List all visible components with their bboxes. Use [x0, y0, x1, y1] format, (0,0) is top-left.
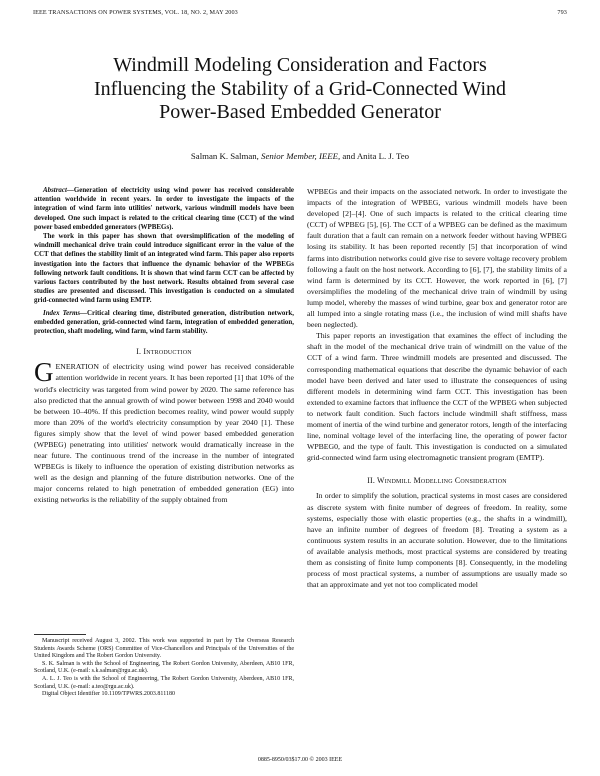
footnote: A. L. J. Teo is with the School of Engineering, The Robert Gordon University, Aberdeen, AB10 1FR, Scotland, U.K. (e-mail: a.teo@rgu.ac.uk).	[34, 675, 294, 690]
author-name: Salman K. Salman,	[190, 151, 259, 161]
index-terms-text: Critical clearing time, distributed generation, distribution network, embedded generation, grid-connected wind farm, integration of embedded generation, protection, shaft modeling, wind farm, wind farm stability.	[34, 308, 294, 336]
index-terms	[34, 309, 294, 337]
title-line: Power-Based Embedded Generator	[159, 101, 441, 124]
running-head	[33, 9, 567, 21]
body-paragraph: WPBEGs and their impacts on the associated network. In order to investigate the impacts of the integration of WPBEG, various windmill models have been developed [2]–[4]. One of such impacts is related to the critical clearing time (CCT) of WPBEG [5], [6]. The CCT of a WPBEG can be defined as the maximum fault duration that a fault can remain on a network feeder without having WPBEG losing its stability. It has been reported recently [5] that incorporation of wind farms into distribution networks could give rise to severe voltage recovery problem following a fault on the host network. According to [6], [7], the stability limits of a wind farm is determined by its CCT. However, the work reported in [6], [7] oversimplifies the modeling of the mechanical drive train of windmill by using lump model, whereby the masses of wind turbine, gear box and generator rotor are all lumped into a single rotating mass (i.e., the inclusion of wind mill shafts have been neglected).	[307, 187, 567, 330]
abstract-text: Generation of electricity using wind power has received considerable attention worldwide in recent years. In order to investigate the impacts of the integration of wind farm into utilities' network, various windmill models have been developed. One such impact is related to the critical clearing time (CCT) of the wind power based embedded generators (WPBEGs).	[34, 186, 294, 231]
footnotes	[34, 638, 294, 699]
body-paragraph: This paper reports an investigation that examines the effect of including the shaft in the model of the mechanical drive train of windmill on the value of the CCT of a wind farm. Three windmill models are presented and discussed. The corresponding mathematical equations that describe the dynamic behavior of each model have been derived and later used to illustrate the consequences of using different models in determining wind farm CCT. This investigation has been extended to examine factors that influence the CCT of the WPBEG when subjected to network fault condition. Such factors include windmill shaft stiffness, mass moment of inertia of the wind turbine and generator rotors, length of the interfacing line, nominal voltage level of the interfacing line, the operating of power factor WPBEG0, and the type of fault. This investigation is conducted on a simulated grid-connected wind farm using electromagnetic transient program (EMTP).	[307, 331, 567, 463]
journal-header: IEEE TRANSACTIONS ON POWER SYSTEMS, VOL. 18, NO. 2, MAY 2003	[33, 9, 238, 16]
index-terms-paragraph	[34, 309, 294, 337]
title-line: Influencing the Stability of a Grid-Connected Wind	[93, 77, 507, 100]
section-heading-windmill-modelling: II. Windmill Modelling Consideration	[367, 476, 507, 486]
paper-title	[40, 54, 560, 125]
page-number: 793	[557, 9, 567, 16]
author-conjunction: and	[342, 151, 356, 161]
section-heading-introduction: I. Introduction	[136, 347, 192, 357]
footnote: Manuscript received August 3, 2002. This work was supported in part by The Overseas Research Students Awards Scheme (ORS) Committee of Vice-Chancellors and Principals of the Universities of the United Kingdom and The Robert Gordon University.	[34, 638, 294, 660]
author-membership: Senior Member, IEEE,	[261, 151, 341, 161]
left-column	[34, 186, 294, 506]
right-column	[307, 186, 567, 590]
paragraph-text: of electricity using wind power has received considerable attention worldwide in recent years. It has been reported [1] that 10% of the world's electricity was targeted from wind power by 2020. The same reference has also predicted that the annual growth of wind power between 1998 and 2040 would be between 10–40%. If this prediction becomes reality, wind power would supply more than 20% of the world's electricity consumption by year 2040 [1]. These figures simply show that the level of wind power based embedded generation (WPBEG) penetrating into utilities' network would dramatically increase in the near future. The continuous trend of the increase in the number of integrated WPBEGs is likely to influence the operation of existing distribution networks as well as the design and planning of the future distribution networks. One of the major concerns related to high penetration of embedded generation (EG) into existing networks is the reliability of the supply obtained from	[34, 362, 294, 505]
index-terms-lead: Index Terms—	[43, 308, 87, 317]
body-paragraph	[34, 357, 294, 505]
abstract-lead: Abstract—	[43, 186, 74, 194]
author-name: Anita L. J. Teo	[356, 151, 410, 161]
footnote-rule	[34, 634, 86, 635]
abstract-paragraph	[34, 186, 294, 232]
lead-word: ENERATION	[55, 362, 99, 372]
author-line	[40, 151, 560, 161]
body-paragraph: In order to simplify the solution, practical systems in most cases are considered as discrete system with finite number of degrees of freedom. In reality, some systems, especially those with elastic properties (e.g., the shafts in a windmill), have an infinite number of degrees of freedom [8]. Treating a system as a continuous system results in an accurate solution. However, due to the limitations of available analysis methods, most practical systems are considered by treating them as consisting of finite lump components [8]. Consequently, in the modeling process of most practical systems, a number of assumptions are usually made so that an approximate and yet not too complicated model	[307, 491, 567, 590]
footnote: S. K. Salman is with the School of Engineering, The Robert Gordon University, Aberdeen, AB10 1FR, Scotland, U.K. (e-mail: s.k.salman@rgu.ac.uk).	[34, 660, 294, 675]
drop-cap: G	[34, 357, 54, 388]
copyright-line: 0885-8950/03$17.00 © 2003 IEEE	[257, 757, 343, 763]
abstract	[34, 186, 294, 306]
abstract-paragraph: The work in this paper has shown that oversimplification of the modeling of windmill mechanical drive train could introduce significant error in the value of the CCT that defines the stability limit of an integrated wind farm. This paper also reports investigation into the factors that influence the dynamic behavior of the WPBEGs following network fault conditions. It is shown that wind farm CCT can be affected by various factors contributed by the host network. Results obtained from several case studies are presented and discussed. This investigation is conducted on a simulated grid-connected wind farm using EMTP.	[34, 232, 294, 305]
title-line: Windmill Modeling Consideration and Factors	[113, 54, 487, 76]
footnote: Digital Object Identifier 10.1109/TPWRS.2003.811180	[42, 691, 175, 698]
